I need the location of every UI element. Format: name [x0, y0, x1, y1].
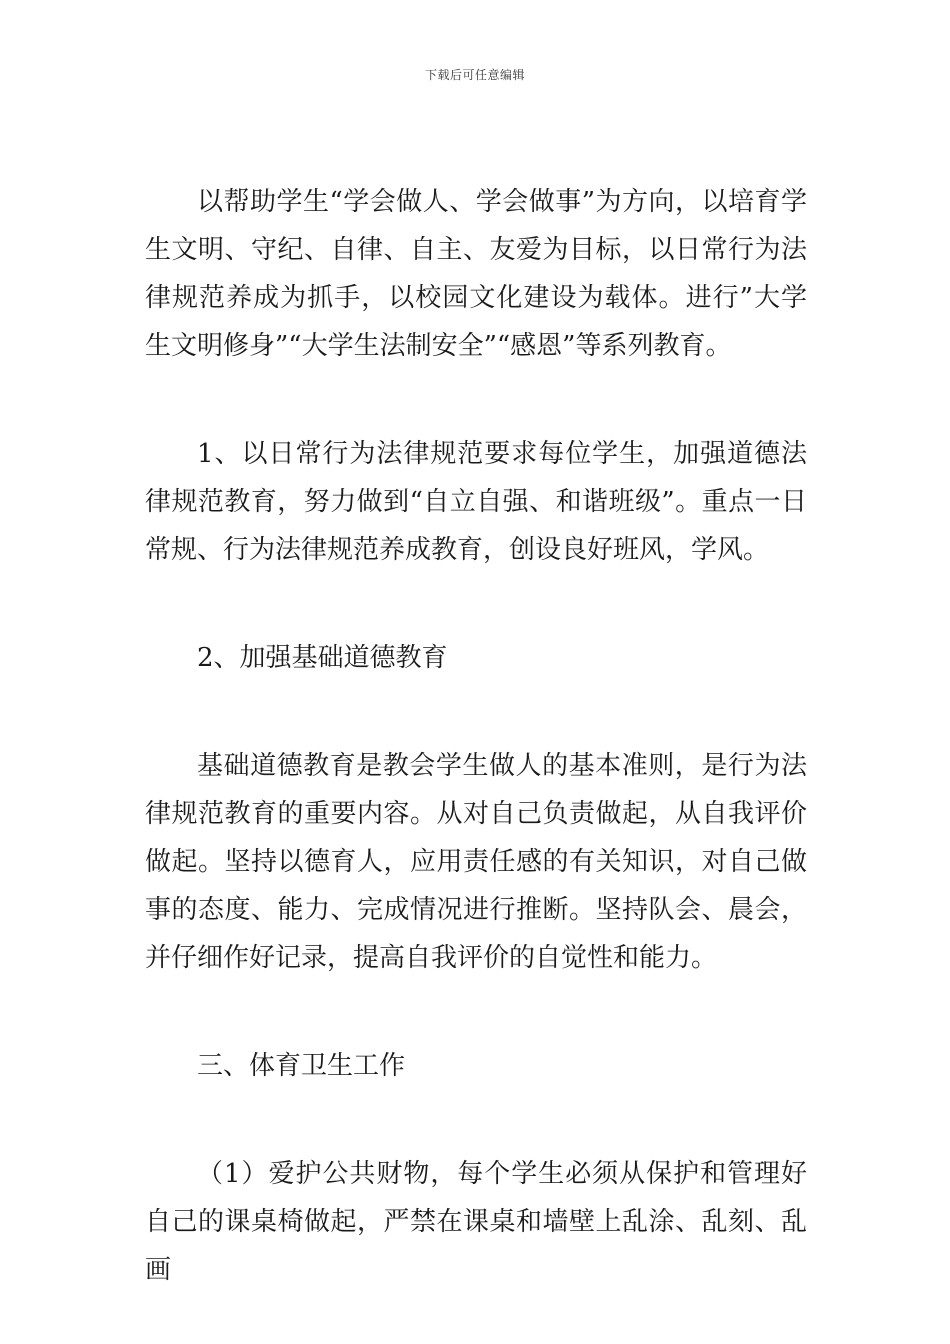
paragraph-spacer — [145, 574, 807, 634]
paragraph-spacer — [145, 682, 807, 742]
paragraph-spacer — [145, 982, 807, 1042]
paragraph-public-property: （1）爱护公共财物，每个学生必须从保护和管理好自己的课桌椅做起，严禁在课桌和墙壁上乱涂、乱刻、乱画 — [145, 1159, 807, 1285]
paragraph-spacer — [145, 370, 807, 430]
paragraph-spacer — [145, 1090, 807, 1150]
section-heading-sports-health: 三、体育卫生工作 — [197, 1051, 406, 1081]
document-body — [145, 178, 807, 1294]
paragraph-basic-moral-education: 基础道德教育是教会学生做人的基本准则，是行为法律规范教育的重要内容。从对自己负责做起，从自我评价做起。坚持以德育人，应用责任感的有关知识，对自己做事的态度、能力、完成情况进行推断。坚持队会、晨会，并仔细作好记录，提高自我评价的自觉性和能力。 — [145, 751, 807, 973]
paragraph-item-1: 1、以日常行为法律规范要求每位学生，加强道德法律规范教育，努力做到“自立自强、和谐班级”。重点一日常规、行为法律规范养成教育，创设良好班风，学风。 — [145, 439, 807, 565]
paragraph-intro: 以帮助学生“学会做人、学会做事”为方向，以培育学生文明、守纪、自律、自主、友爱为目标，以日常行为法律规范养成为抓手，以校园文化建设为载体。进行”大学生文明修身”“大学生法制安全”“感恩”等系列教育。 — [145, 187, 807, 361]
paragraph-item-2-heading: 2、加强基础道德教育 — [197, 643, 448, 673]
page-header-note: 下载后可任意编辑 — [424, 68, 525, 82]
